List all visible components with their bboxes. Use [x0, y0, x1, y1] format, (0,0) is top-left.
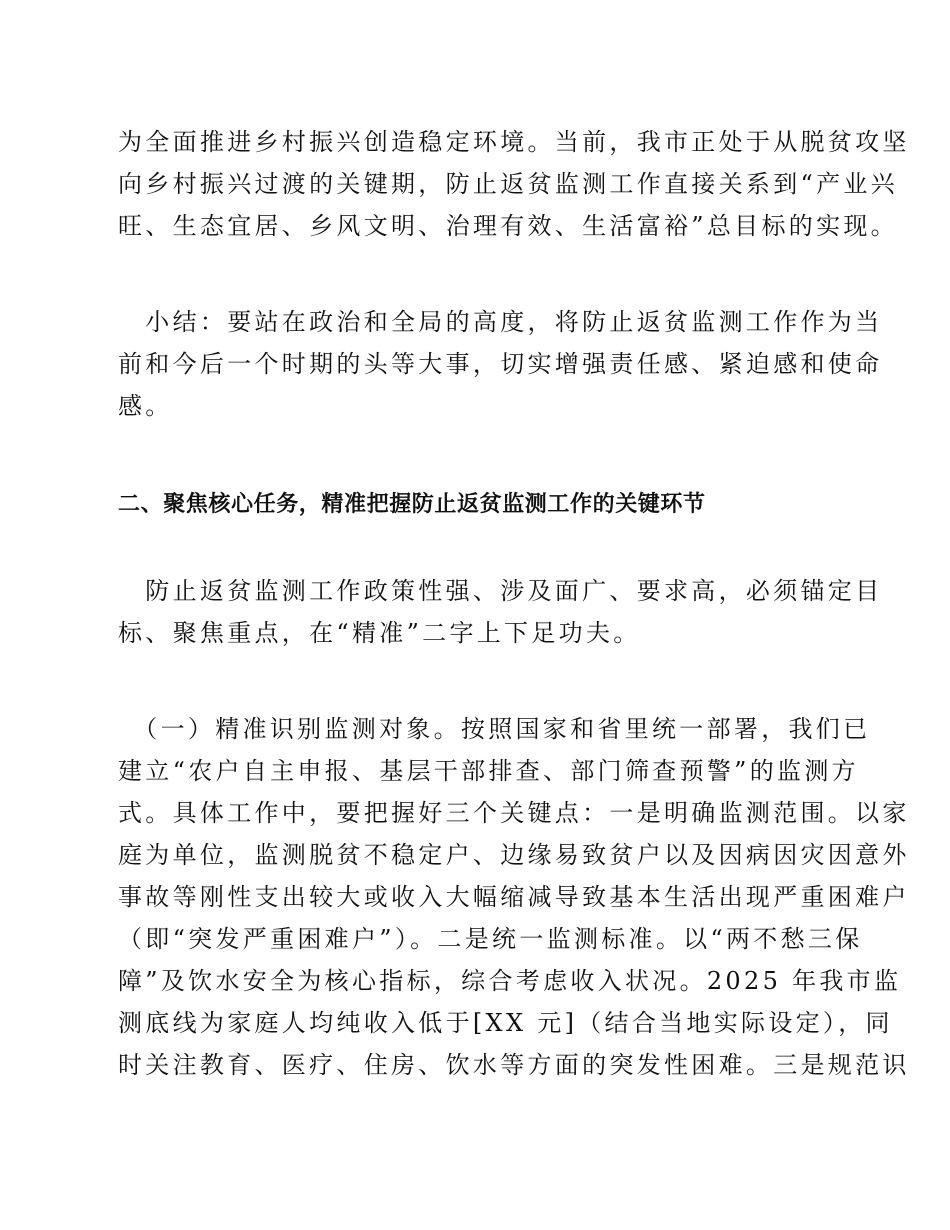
item-line: 时关注教育、医疗、住房、饮水等方面的突发性困难。三是规范识 [118, 1051, 910, 1079]
summary-line: 小结：要站在政治和全局的高度，将防止返贫监测工作作为当 [118, 308, 883, 336]
item-line: 测底线为家庭人均纯收入低于[XX 元]（结合当地实际设定），同 [118, 1009, 893, 1037]
item-line: （一）精准识别监测对象。按照国家和省里统一部署，我们已 [118, 715, 871, 743]
section-heading: 二、聚焦核心任务，精准把握防止返贫监测工作的关键环节 [118, 492, 706, 517]
paragraph-line: 向乡村振兴过渡的关键期，防止返贫监测工作直接关系到“产业兴 [118, 170, 898, 198]
item-line: 障”及饮水安全为核心指标，综合考虑收入状况。2025 年我市监 [118, 967, 902, 995]
item-line: （即“突发严重困难户”）。二是统一监测标准。以“两不愁三保 [118, 925, 863, 953]
summary-line: 感。 [118, 392, 173, 420]
section-intro-line: 标、聚焦重点，在“精准”二字上下足功夫。 [118, 619, 641, 647]
item-line: 庭为单位，监测脱贫不稳定户、边缘易致贫户以及因病因灾因意外 [118, 841, 910, 869]
item-line: 式。具体工作中，要把握好三个关键点：一是明确监测范围。以家 [118, 799, 910, 827]
section-intro-line: 防止返贫监测工作政策性强、涉及面广、要求高，必须锚定目 [118, 577, 883, 605]
paragraph-line: 为全面推进乡村振兴创造稳定环境。当前，我市正处于从脱贫攻坚 [118, 128, 910, 156]
item-line: 事故等刚性支出较大或收入大幅缩减导致基本生活出现严重困难户 [118, 883, 910, 911]
summary-line: 前和今后一个时期的头等大事，切实增强责任感、紧迫感和使命 [118, 350, 883, 378]
paragraph-line: 旺、生态宜居、乡风文明、治理有效、生活富裕”总目标的实现。 [118, 212, 898, 240]
item-line: 建立“农户自主申报、基层干部排查、部门筛查预警”的监测方 [118, 757, 859, 785]
